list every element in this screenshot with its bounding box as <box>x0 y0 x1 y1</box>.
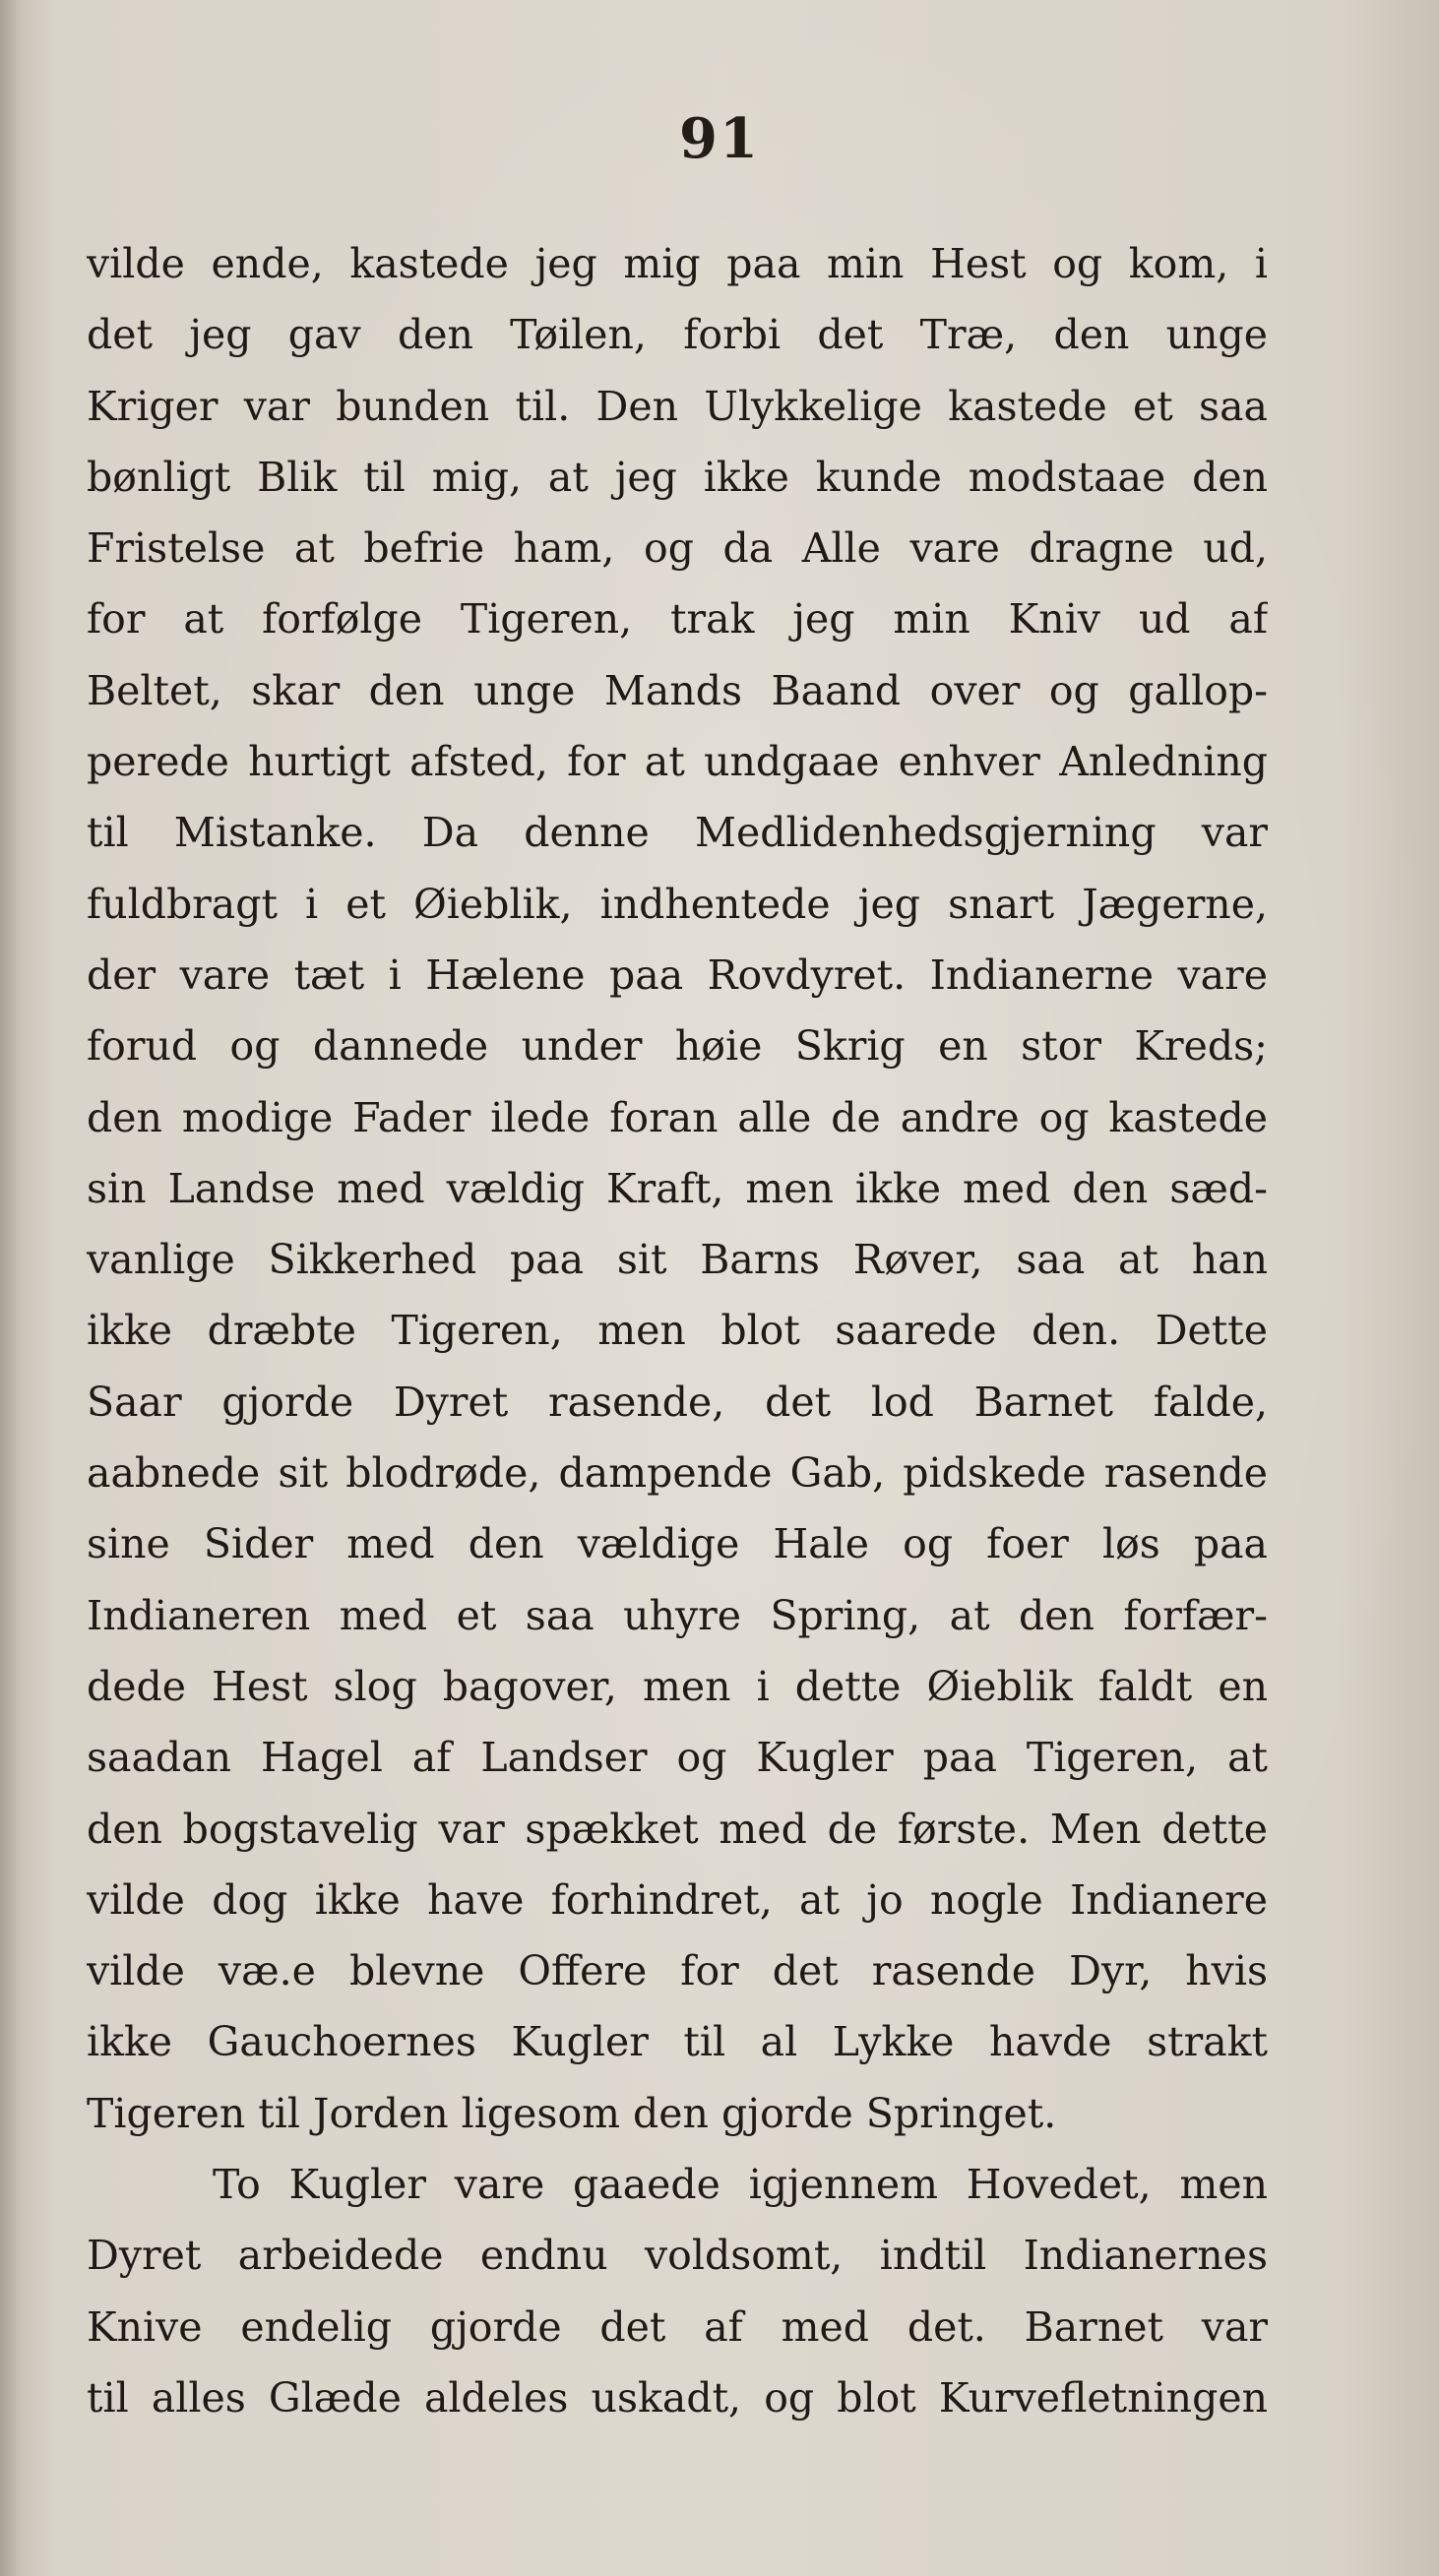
text-line: aabnede sit blodrøde, dampende Gab, pidskede rasende <box>87 1449 1268 1498</box>
text-line: Indianeren med et saa uhyre Spring, at den forfær- <box>87 1591 1268 1639</box>
text-line: for at forfølge Tigeren, trak jeg min Kniv ud af <box>87 595 1268 644</box>
text-line: den modige Fader ilede foran alle de andre og kastede <box>87 1093 1268 1141</box>
text-line: Knive endelig gjorde det af med det. Barnet var <box>87 2302 1268 2351</box>
text-line: vilde væ.e blevne Offere for det rasende Dyr, hvis <box>87 1947 1268 1995</box>
text-line: sin Landse med vældig Kraft, men ikke med den sæd- <box>87 1164 1268 1212</box>
text-line: perede hurtigt afsted, for at undgaae enhver Anledning <box>87 738 1268 786</box>
text-line: Fristelse at befrie ham, og da Alle vare dragne ud, <box>87 524 1268 573</box>
text-line: bønligt Blik til mig, at jeg ikke kunde modstaae den <box>87 453 1268 501</box>
text-line: vilde ende, kastede jeg mig paa min Hest og kom, i <box>87 240 1268 287</box>
text-line: den bogstavelig var spækket med de første. Men dette <box>87 1805 1268 1853</box>
text-line: det jeg gav den Tøilen, forbi det Træ, den unge <box>87 311 1268 359</box>
text-line: Saar gjorde Dyret rasende, det lod Barnet falde, <box>87 1378 1268 1426</box>
text-line: Kriger var bunden til. Den Ulykkelige kastede et saa <box>87 382 1268 430</box>
text-line: vilde dog ikke have forhindret, at jo nogle Indianere <box>87 1875 1268 1924</box>
text-line: saadan Hagel af Landser og Kugler paa Tigeren, at <box>87 1734 1268 1782</box>
paragraph-end-line: Tigeren til Jorden ligesom den gjorde Springet. <box>87 2089 1057 2137</box>
text-line: sine Sider med den vældige Hale og foer løs paa <box>87 1520 1268 1568</box>
text-line: til alles Glæde aldeles uskadt, og blot Kurvefletningen <box>87 2373 1268 2422</box>
text-line: Dyret arbeidede endnu voldsomt, indtil Indianernes <box>87 2232 1268 2280</box>
text-line: ikke Gauchoernes Kugler til al Lykke havde strakt <box>87 2018 1268 2066</box>
paragraph-start-line: To Kugler vare gaaede igjennem Hovedet, men <box>213 2161 1268 2209</box>
text-line: til Mistanke. Da denne Medlidenhedsgjerning var <box>87 809 1268 857</box>
text-line: dede Hest slog bagover, men i dette Øieblik faldt en <box>87 1662 1268 1710</box>
text-line: der vare tæt i Hælene paa Rovdyret. Indianerne vare <box>87 951 1268 999</box>
text-line: ikke dræbte Tigeren, men blot saarede den. Dette <box>87 1307 1268 1355</box>
page-edge-shadow <box>0 0 22 2576</box>
page-number: 91 <box>679 106 760 171</box>
text-line: vanlige Sikkerhed paa sit Barns Røver, saa at han <box>87 1236 1268 1284</box>
text-line: fuldbragt i et Øieblik, indhentede jeg snart Jægerne, <box>87 880 1268 928</box>
body-text <box>87 228 1268 2433</box>
text-line: Beltet, skar den unge Mands Baand over og gallop- <box>87 666 1268 714</box>
text-line: forud og dannede under høie Skrig en stor Kreds; <box>87 1022 1268 1071</box>
